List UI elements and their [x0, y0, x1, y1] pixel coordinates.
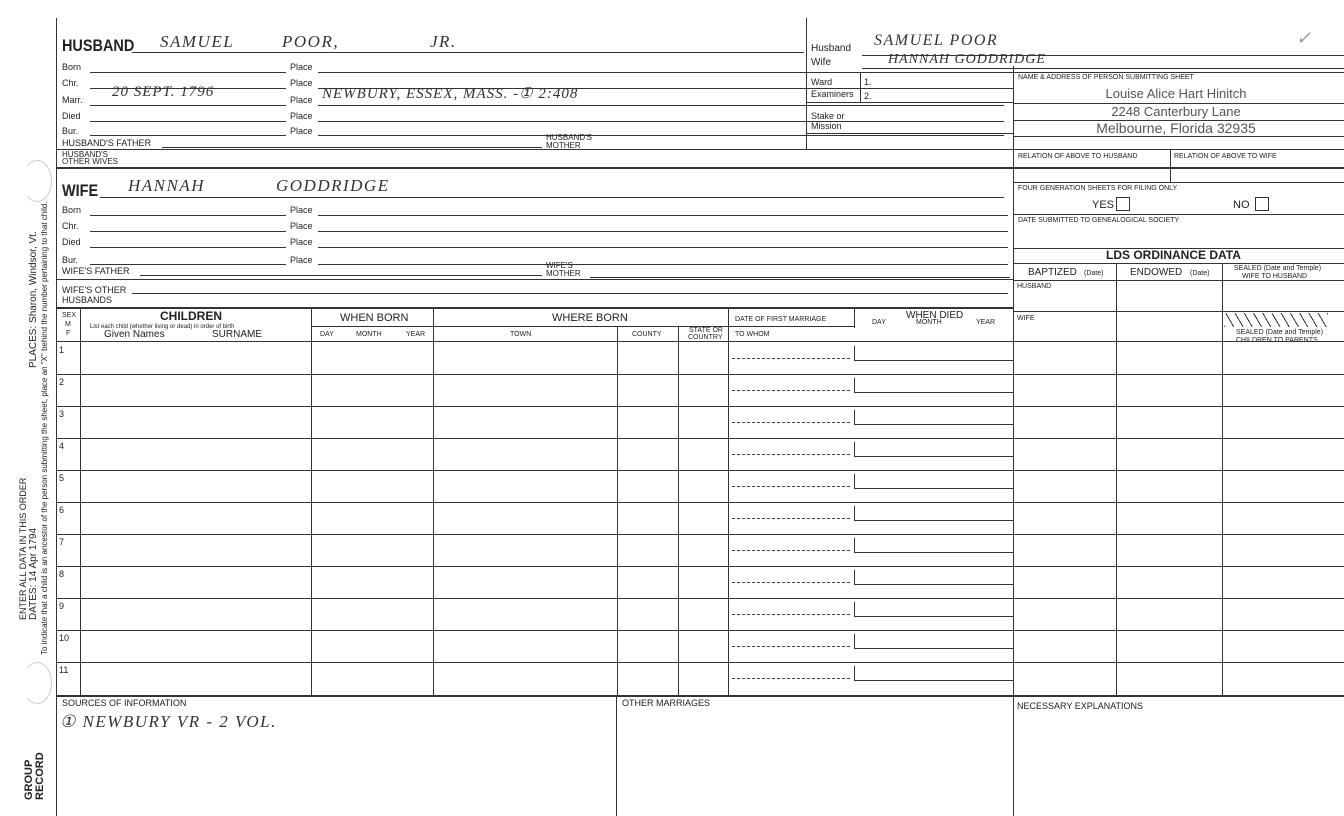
- sources-value: ① NEWBURY VR - 2 VOL.: [60, 712, 277, 731]
- husband-surname: POOR,: [282, 32, 340, 51]
- child-row-line: [56, 566, 1344, 567]
- lds-sealed-1: SEALED (Date and Temple): [1234, 265, 1322, 272]
- died-tick: [854, 506, 855, 520]
- wife-other-husbands-2: HUSBANDS: [62, 295, 113, 305]
- examiner-2: 2.: [864, 91, 872, 101]
- marriage-dash-line: [732, 422, 850, 423]
- died-tick: [854, 346, 855, 360]
- child-row-line: [56, 470, 1344, 471]
- husband-born-place-label: Place: [290, 62, 313, 72]
- husband-died-place-label: Place: [290, 111, 313, 121]
- marriage-dash-line: [732, 678, 850, 679]
- died-date-line: [854, 584, 1013, 585]
- examiners-label: Examiners: [811, 89, 854, 99]
- side-places: PLACES: Sharon, Windsor, Vt.: [28, 231, 39, 368]
- died-date-line: [854, 424, 1013, 425]
- state-label-2: COUNTRY: [688, 334, 723, 341]
- died-tick: [854, 634, 855, 648]
- explanations-label: NECESSARY EXPLANATIONS: [1017, 701, 1144, 711]
- wife-label: WIFE: [62, 181, 99, 200]
- check-mark: ✓: [1296, 28, 1313, 48]
- child-row-line: [56, 534, 1344, 535]
- group-record-label-2: RECORD: [34, 752, 46, 800]
- husband-other-wives-1: HUSBAND'S: [62, 150, 108, 159]
- marriage-dash-line: [732, 390, 850, 391]
- lds-baptized-date: (Date): [1084, 270, 1104, 277]
- side-enter: ENTER ALL DATA IN THIS ORDER: [18, 477, 28, 620]
- died-tick: [854, 410, 855, 424]
- sex-m-label: M: [65, 321, 71, 328]
- marriage-dash-line: [732, 614, 850, 615]
- died-tick: [854, 442, 855, 456]
- sex-f-label: F: [66, 330, 71, 337]
- died-tick: [854, 602, 855, 616]
- lds-sealed-children-1: SEALED (Date and Temple): [1236, 329, 1324, 336]
- child-row-line: [56, 406, 1344, 407]
- husband-marr-label: Marr.: [62, 95, 83, 105]
- sources-label: SOURCES OF INFORMATION: [62, 698, 187, 708]
- child-row-number: 3: [59, 409, 65, 419]
- wife-surname: GODDRIDGE: [276, 176, 390, 195]
- relation-wife-label: RELATION OF ABOVE TO WIFE: [1174, 153, 1277, 160]
- died-date-line: [854, 616, 1013, 617]
- stake-label-2: Mission: [811, 121, 842, 131]
- husband-mother-label-1: HUSBAND'S: [546, 133, 592, 142]
- header-husband-value: SAMUEL POOR: [874, 32, 999, 49]
- died-tick: [854, 378, 855, 392]
- header-wife-label: Wife: [811, 57, 831, 68]
- wife-born-place-label: Place: [290, 205, 313, 215]
- child-row-number: 7: [59, 537, 65, 547]
- died-date-line: [854, 680, 1013, 681]
- wife-mother-label-1: WIFE'S: [546, 261, 573, 270]
- submitter-line-1: Louise Alice Hart Hinitch: [1105, 86, 1247, 101]
- lds-title: LDS ORDINANCE DATA: [1106, 248, 1241, 262]
- to-whom-label: TO WHOM: [735, 331, 770, 338]
- when-died-label: WHEN DIED: [906, 310, 964, 321]
- husband-marr-place-label: Place: [290, 95, 313, 105]
- lds-endowed-date: (Date): [1190, 270, 1210, 277]
- child-row-line: [56, 374, 1344, 375]
- child-row-line: [56, 662, 1344, 663]
- wife-bur-label: Bur.: [62, 255, 79, 265]
- died-tick: [854, 538, 855, 552]
- header-wife-value: HANNAH GODDRIDGE: [888, 52, 1046, 67]
- submitter-line-3: Melbourne, Florida 32935: [1096, 120, 1256, 136]
- husband-bur-place-label: Place: [290, 126, 313, 136]
- no-checkbox[interactable]: [1255, 197, 1269, 211]
- born-year-label: YEAR: [406, 331, 426, 338]
- other-marriages-label: OTHER MARRIAGES: [622, 698, 711, 708]
- husband-born-label: Born: [62, 62, 82, 72]
- died-day-label: DAY: [872, 319, 886, 326]
- yes-label: YES: [1092, 199, 1115, 211]
- children-title: CHILDREN: [160, 309, 222, 323]
- born-day-label: DAY: [320, 331, 334, 338]
- child-row-number: 4: [59, 441, 65, 451]
- where-born-label: WHERE BORN: [552, 312, 628, 324]
- child-row-number: 5: [59, 473, 65, 483]
- child-row-number: 1: [59, 345, 65, 355]
- lds-baptized: BAPTIZED: [1028, 267, 1077, 278]
- marriage-dash-line: [732, 454, 850, 455]
- lds-sealed-2: WIFE TO HUSBAND: [1242, 273, 1308, 280]
- stake-label-1: Stake or: [811, 111, 845, 121]
- child-row-number: 2: [59, 377, 65, 387]
- wife-chr-place-label: Place: [290, 221, 313, 231]
- wife-died-label: Died: [62, 237, 81, 247]
- died-tick: [854, 666, 855, 680]
- marriage-dash-line: [732, 358, 850, 359]
- wife-father-label: WIFE'S FATHER: [62, 266, 130, 276]
- died-date-line: [854, 648, 1013, 649]
- child-row-number: 9: [59, 601, 65, 611]
- wife-bur-place-label: Place: [290, 255, 313, 265]
- marriage-dash-line: [732, 486, 850, 487]
- county-label: COUNTY: [632, 331, 662, 338]
- surname-label: SURNAME: [212, 329, 263, 340]
- lds-wife-label: WIFE: [1017, 315, 1035, 322]
- husband-other-wives-2: OTHER WIVES: [62, 157, 119, 166]
- lds-sealed-children-2: CHILDREN TO PARENTS: [1236, 337, 1318, 344]
- submitter-line-2: 2248 Canterbury Lane: [1111, 104, 1241, 119]
- first-marriage-label: DATE OF FIRST MARRIAGE: [735, 316, 827, 323]
- died-date-line: [854, 392, 1013, 393]
- wife-chr-label: Chr.: [62, 221, 79, 231]
- group-record-label-1: GROUP: [23, 759, 35, 800]
- child-row-line: [56, 502, 1344, 503]
- born-month-label: MONTH: [356, 331, 382, 338]
- died-date-line: [854, 520, 1013, 521]
- husband-given-name: SAMUEL: [160, 32, 235, 51]
- child-row-line: [56, 438, 1344, 439]
- lds-husband-label: HUSBAND: [1017, 283, 1052, 290]
- husband-died-label: Died: [62, 111, 81, 121]
- husband-marr-place: NEWBURY, ESSEX, MASS. -① 2:408: [322, 86, 579, 102]
- child-row-number: 6: [59, 505, 65, 515]
- lds-endowed: ENDOWED: [1130, 267, 1183, 278]
- died-date-line: [854, 456, 1013, 457]
- side-dates: DATES: 14 Apr 1794: [28, 527, 39, 620]
- marriage-dash-line: [732, 518, 850, 519]
- husband-suffix: JR.: [430, 32, 457, 51]
- children-subtitle: List each child (whether living or dead) in order of birth: [90, 324, 235, 330]
- child-row-number: 8: [59, 569, 65, 579]
- husband-mother-label-2: MOTHER: [546, 141, 581, 150]
- no-label: NO: [1233, 199, 1250, 211]
- died-month-label: MONTH: [916, 319, 942, 326]
- wife-given-name: HANNAH: [128, 176, 205, 195]
- yes-checkbox[interactable]: [1116, 197, 1130, 211]
- wife-born-label: Born: [62, 205, 82, 215]
- died-tick: [854, 474, 855, 488]
- ward-label: Ward: [811, 77, 833, 87]
- husband-chr-label: Chr.: [62, 78, 79, 88]
- given-names-label: Given Names: [104, 329, 165, 340]
- husband-bur-label: Bur.: [62, 126, 79, 136]
- child-row-line: [56, 630, 1344, 631]
- date-submitted-label: DATE SUBMITTED TO GENEALOGICAL SOCIETY: [1018, 217, 1180, 224]
- died-year-label: YEAR: [976, 319, 996, 326]
- husband-marr-date: 20 SEPT. 1796: [112, 84, 215, 100]
- died-date-line: [854, 488, 1013, 489]
- child-row-line: [56, 598, 1344, 599]
- four-gen-label: FOUR GENERATION SHEETS FOR FILING ONLY: [1018, 185, 1178, 192]
- hole-punch-bottom: [22, 662, 52, 704]
- marriage-dash-line: [732, 582, 850, 583]
- husband-label: HUSBAND: [62, 36, 135, 55]
- wife-other-husbands-1: WIFE'S OTHER: [62, 285, 127, 295]
- child-row-number: 11: [59, 665, 69, 675]
- husband-chr-place-label: Place: [290, 78, 313, 88]
- submitter-label: NAME & ADDRESS OF PERSON SUBMITTING SHEET: [1018, 74, 1194, 81]
- marriage-dash-line: [732, 646, 850, 647]
- lds-hatch: [1224, 313, 1328, 327]
- side-indicate: To indicate that a child is an ancestor of the person submitting the sheet, place an "X" behind the number pertaining to that child.: [40, 201, 49, 655]
- wife-died-place-label: Place: [290, 237, 313, 247]
- husband-father-label: HUSBAND'S FATHER: [62, 138, 152, 148]
- died-tick: [854, 570, 855, 584]
- marriage-dash-line: [732, 550, 850, 551]
- child-row-number: 10: [59, 633, 70, 643]
- died-date-line: [854, 552, 1013, 553]
- when-born-label: WHEN BORN: [340, 312, 409, 324]
- hole-punch-top: [22, 160, 52, 202]
- wife-mother-label-2: MOTHER: [546, 269, 581, 278]
- header-husband-label: Husband: [811, 43, 852, 54]
- died-date-line: [854, 360, 1013, 361]
- sex-label: SEX: [62, 312, 77, 319]
- relation-husband-label: RELATION OF ABOVE TO HUSBAND: [1018, 153, 1138, 160]
- town-label: TOWN: [510, 331, 532, 338]
- state-label-1: STATE OR: [689, 327, 723, 334]
- examiner-1: 1.: [864, 77, 872, 87]
